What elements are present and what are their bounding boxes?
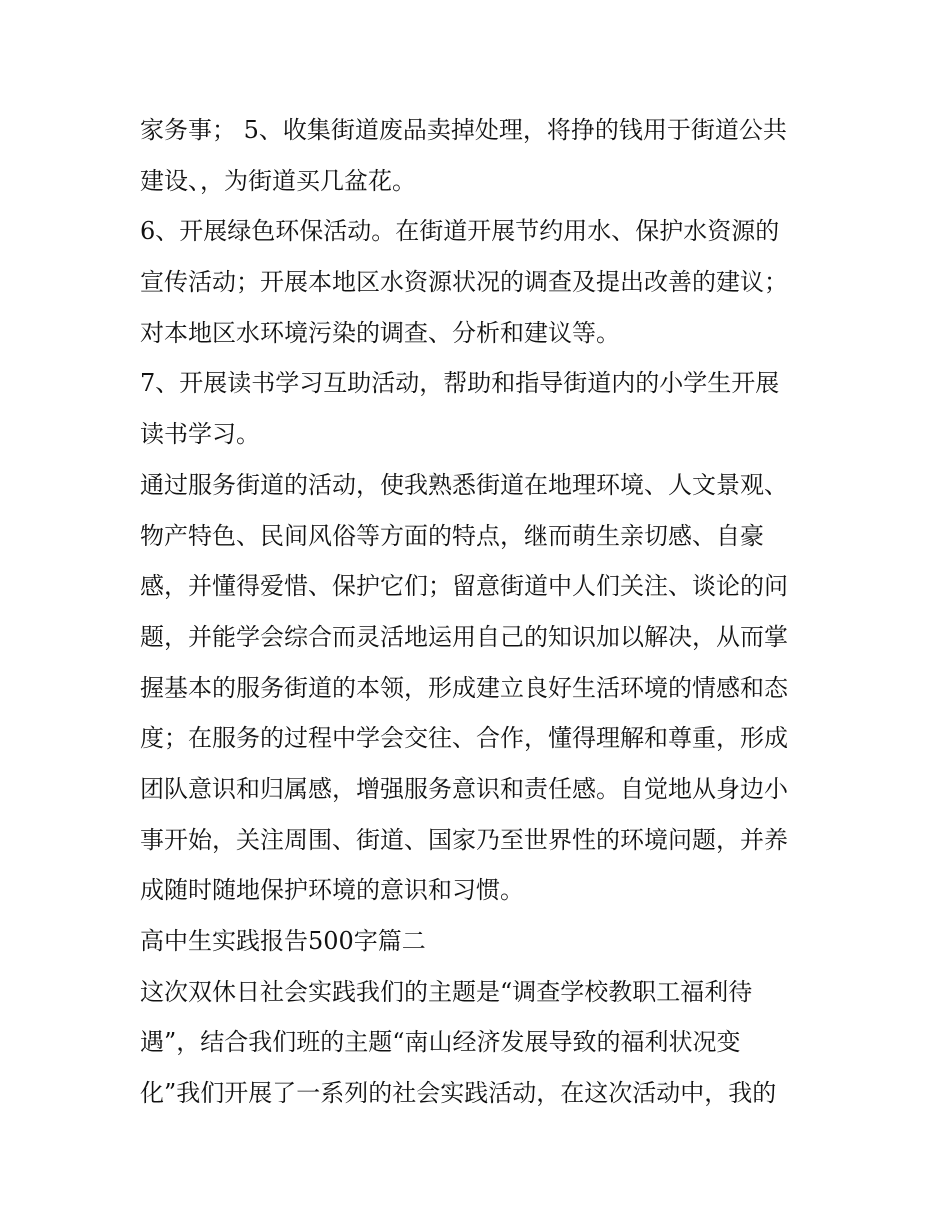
text-line: 6、开展绿色环保活动。在街道开展节约用水、保护水资源的 (140, 217, 780, 246)
section-heading: 高中生实践报告500字篇二 (140, 927, 426, 955)
text-line: 物产特色、民间风俗等方面的特点，继而萌生亲切感、自豪 (140, 521, 764, 550)
text-line: 宣传活动；开展本地区水资源状况的调查及提出改善的建议； (140, 268, 788, 297)
text-line: 化”我们开展了一系列的社会实践活动，在这次活动中，我的 (140, 1079, 777, 1108)
text-line: 对本地区水环境污染的调查、分析和建议等。 (140, 318, 620, 347)
text-line: 读书学习。 (140, 420, 260, 449)
text-line: 遇”，结合我们班的主题“南山经济发展导致的福利状况变 (140, 1028, 741, 1057)
text-line: 事开始，关注周围、街道、国家乃至世界性的环境问题，并养 (140, 825, 788, 854)
text-line: 成随时随地保护环境的意识和习惯。 (140, 876, 524, 905)
text-line: 握基本的服务街道的本领，形成建立良好生活环境的情感和态 (140, 673, 788, 702)
text-line: 题，并能学会综合而灵活地运用自己的知识加以解决，从而掌 (140, 622, 788, 651)
text-line: 度；在服务的过程中学会交往、合作，懂得理解和尊重，形成 (140, 724, 788, 753)
text-line: 7、开展读书学习互助活动，帮助和指导街道内的小学生开展 (140, 369, 780, 398)
text-line: 这次双休日社会实践我们的主题是“调查学校教职工福利待 (140, 977, 753, 1006)
text-line: 通过服务街道的活动，使我熟悉街道在地理环境、人文景观、 (140, 470, 788, 499)
text-line: 团队意识和归属感，增强服务意识和责任感。自觉地从身边小 (140, 774, 788, 803)
document-body (140, 108, 820, 1122)
text-line: 家务事； 5、收集街道废品卖掉处理，将挣的钱用于街道公共 (140, 116, 787, 144)
text-line: 建设、，为街道买几盆花。 (140, 166, 416, 195)
text-line: 感，并懂得爱惜、保护它们；留意街道中人们关注、谈论的问 (140, 572, 788, 601)
